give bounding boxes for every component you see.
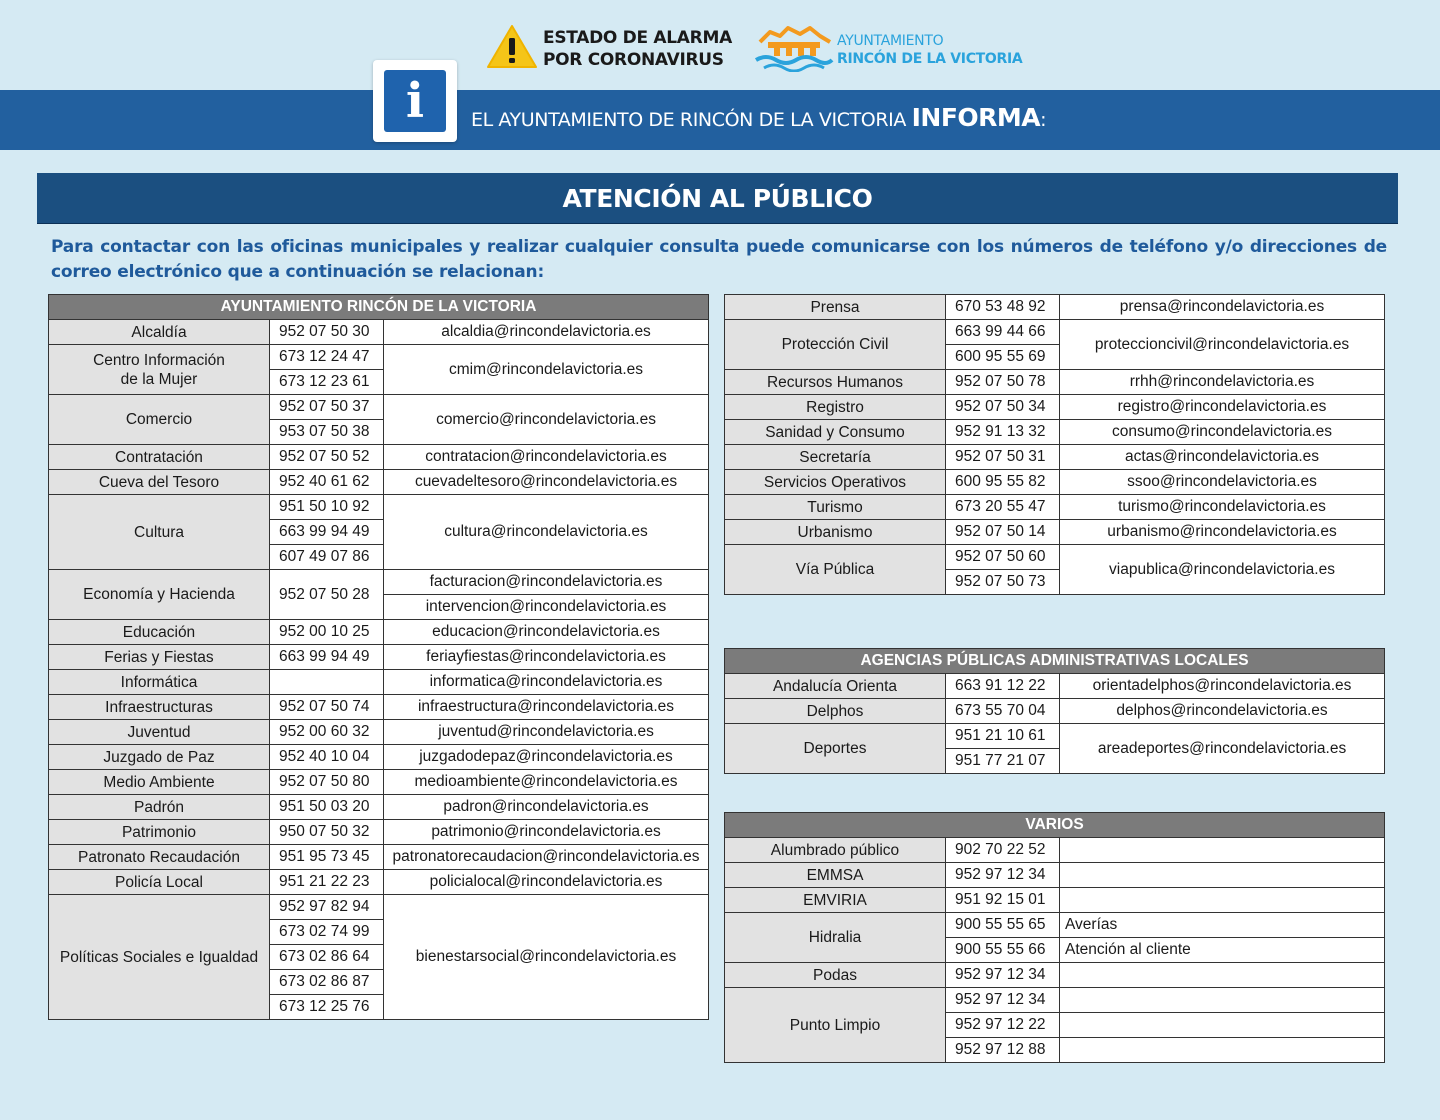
phone-number: 951 50 10 92: [270, 495, 384, 520]
page-title-bar: [37, 173, 1398, 224]
phone-number: 951 21 22 23: [270, 870, 384, 895]
town-hall-name: [837, 32, 1022, 68]
department-name: Vía Pública: [725, 545, 946, 595]
department-name: Comercio: [49, 395, 270, 445]
table-row: [49, 795, 709, 820]
phone-number: 663 99 44 66: [946, 320, 1060, 345]
department-name: Andalucía Orienta: [725, 674, 946, 699]
department-name: Prensa: [725, 295, 946, 320]
town-hall-logo-icon: [754, 22, 834, 72]
table-row: [49, 895, 709, 920]
department-name: Cueva del Tesoro: [49, 470, 270, 495]
phone-number: 952 00 10 25: [270, 620, 384, 645]
page-title: ATENCIÓN AL PÚBLICO: [562, 184, 873, 213]
table-row: [49, 645, 709, 670]
info-icon: [373, 60, 457, 142]
department-name: Alumbrado público: [725, 838, 946, 863]
phone-number: 663 91 12 22: [946, 674, 1060, 699]
email-address[interactable]: educacion@rincondelavictoria.es: [384, 620, 709, 645]
note-text: [1060, 988, 1385, 1013]
table-row: [725, 913, 1385, 938]
table-row: [725, 445, 1385, 470]
departments-table-right: [724, 294, 1385, 595]
info-glyph: i: [405, 73, 425, 129]
department-name: Juzgado de Paz: [49, 745, 270, 770]
varios-table: [724, 812, 1385, 1063]
department-name: Deportes: [725, 724, 946, 774]
warning-triangle-icon: [486, 24, 538, 70]
note-text: [1060, 863, 1385, 888]
department-name: Secretaría: [725, 445, 946, 470]
table-heading-row: [725, 649, 1385, 674]
phone-number: 951 50 03 20: [270, 795, 384, 820]
department-name: Patronato Recaudación: [49, 845, 270, 870]
phone-number: 950 07 50 32: [270, 820, 384, 845]
phone-number: 952 07 50 14: [946, 520, 1060, 545]
table-row: [725, 545, 1385, 570]
phone-number: 670 53 48 92: [946, 295, 1060, 320]
table-row: [725, 988, 1385, 1013]
phone-number: 673 02 74 99: [270, 920, 384, 945]
table-row: [725, 963, 1385, 988]
table-heading-row: [49, 295, 709, 320]
table-row: [725, 295, 1385, 320]
email-address[interactable]: feriayfiestas@rincondelavictoria.es: [384, 645, 709, 670]
email-address[interactable]: policialocal@rincondelavictoria.es: [384, 870, 709, 895]
department-name: Recursos Humanos: [725, 370, 946, 395]
phone-number: 607 49 07 86: [270, 545, 384, 570]
email-address[interactable]: contratacion@rincondelavictoria.es: [384, 445, 709, 470]
phone-number: 952 07 50 74: [270, 695, 384, 720]
table-row: [49, 720, 709, 745]
email-address[interactable]: cuevadeltesoro@rincondelavictoria.es: [384, 470, 709, 495]
note-text: Averías: [1060, 913, 1385, 938]
email-address[interactable]: informatica@rincondelavictoria.es: [384, 670, 709, 695]
note-text: [1060, 1038, 1385, 1063]
alarm-line-1: ESTADO DE ALARMA: [543, 28, 732, 48]
table-row: [725, 495, 1385, 520]
phone-number: 952 07 50 80: [270, 770, 384, 795]
informa-prefix: EL AYUNTAMIENTO DE RINCÓN DE LA VICTORIA: [471, 109, 906, 131]
department-name: Medio Ambiente: [49, 770, 270, 795]
phone-number: 952 97 12 22: [946, 1013, 1060, 1038]
department-name: Podas: [725, 963, 946, 988]
email-address[interactable]: viapublica@rincondelavictoria.es: [1060, 545, 1385, 595]
phone-number: 673 20 55 47: [946, 495, 1060, 520]
table-heading: AGENCIAS PÚBLICAS ADMINISTRATIVAS LOCALES: [725, 649, 1385, 674]
department-name: Políticas Sociales e Igualdad: [49, 895, 270, 1020]
phone-number: 952 07 50 37: [270, 395, 384, 420]
table-row: [49, 670, 709, 695]
table-row: [725, 520, 1385, 545]
department-name: Informática: [49, 670, 270, 695]
agencias-table: [724, 648, 1385, 774]
department-name: Contratación: [49, 445, 270, 470]
table-row: [725, 838, 1385, 863]
email-address[interactable]: cmim@rincondelavictoria.es: [384, 345, 709, 395]
email-address[interactable]: registro@rincondelavictoria.es: [1060, 395, 1385, 420]
table-heading-row: [725, 813, 1385, 838]
table-row: [49, 845, 709, 870]
table-row: [49, 620, 709, 645]
email-address[interactable]: orientadelphos@rincondelavictoria.es: [1060, 674, 1385, 699]
department-name: Sanidad y Consumo: [725, 420, 946, 445]
table-row: [725, 370, 1385, 395]
phone-number: 952 07 50 28: [270, 570, 384, 620]
phone-number: 952 07 50 34: [946, 395, 1060, 420]
department-name: Patrimonio: [49, 820, 270, 845]
department-name: Policía Local: [49, 870, 270, 895]
table-row: [49, 470, 709, 495]
phone-number: 902 70 22 52: [946, 838, 1060, 863]
table-row: [49, 395, 709, 420]
email-address[interactable]: ssoo@rincondelavictoria.es: [1060, 470, 1385, 495]
email-address[interactable]: areadeportes@rincondelavictoria.es: [1060, 724, 1385, 774]
table-row: [49, 345, 709, 370]
department-name: Delphos: [725, 699, 946, 724]
department-name: Ferias y Fiestas: [49, 645, 270, 670]
phone-number: 952 97 12 34: [946, 988, 1060, 1013]
alarm-line-2: POR CORONAVIRUS: [543, 50, 724, 70]
email-address[interactable]: prensa@rincondelavictoria.es: [1060, 295, 1385, 320]
department-name: Urbanismo: [725, 520, 946, 545]
table-row: [49, 495, 709, 520]
email-address[interactable]: patronatorecaudacion@rincondelavictoria.es: [384, 845, 709, 870]
email-address[interactable]: proteccioncivil@rincondelavictoria.es: [1060, 320, 1385, 370]
department-name: Educación: [49, 620, 270, 645]
department-name: Registro: [725, 395, 946, 420]
table-row: [725, 699, 1385, 724]
phone-number: 952 07 50 73: [946, 570, 1060, 595]
phone-number: 952 97 82 94: [270, 895, 384, 920]
phone-number: 952 07 50 31: [946, 445, 1060, 470]
note-text: [1060, 963, 1385, 988]
informa-heading: [471, 103, 1046, 135]
email-address[interactable]: urbanismo@rincondelavictoria.es: [1060, 520, 1385, 545]
phone-number: 952 00 60 32: [270, 720, 384, 745]
department-name: Turismo: [725, 495, 946, 520]
department-name: Hidralia: [725, 913, 946, 963]
ayuntamiento-table: [48, 294, 709, 1020]
phone-number: 952 97 12 34: [946, 963, 1060, 988]
email-address[interactable]: juzgadodepaz@rincondelavictoria.es: [384, 745, 709, 770]
phone-number: 953 07 50 38: [270, 420, 384, 445]
phone-number: 951 77 21 07: [946, 749, 1060, 774]
email-address[interactable]: juventud@rincondelavictoria.es: [384, 720, 709, 745]
table-row: [725, 470, 1385, 495]
table-row: [49, 695, 709, 720]
table-row: [49, 570, 709, 595]
department-name: Servicios Operativos: [725, 470, 946, 495]
department-name: Economía y Hacienda: [49, 570, 270, 620]
note-text: [1060, 888, 1385, 913]
email-address[interactable]: bienestarsocial@rincondelavictoria.es: [384, 895, 709, 1020]
department-name: EMMSA: [725, 863, 946, 888]
phone-number: 951 95 73 45: [270, 845, 384, 870]
table-row: [725, 395, 1385, 420]
table-row: [725, 420, 1385, 445]
email-address[interactable]: comercio@rincondelavictoria.es: [384, 395, 709, 445]
logo-line-2: RINCÓN DE LA VICTORIA: [837, 51, 1023, 67]
table-row: [49, 820, 709, 845]
phone-number: 673 02 86 64: [270, 945, 384, 970]
phone-number: 952 91 13 32: [946, 420, 1060, 445]
department-name: Juventud: [49, 720, 270, 745]
email-address[interactable]: turismo@rincondelavictoria.es: [1060, 495, 1385, 520]
phone-number: 600 95 55 69: [946, 345, 1060, 370]
email-address[interactable]: consumo@rincondelavictoria.es: [1060, 420, 1385, 445]
email-address[interactable]: cultura@rincondelavictoria.es: [384, 495, 709, 570]
phone-number: 952 07 50 60: [946, 545, 1060, 570]
phone-number: 900 55 55 65: [946, 913, 1060, 938]
phone-number: 673 55 70 04: [946, 699, 1060, 724]
table-row: [725, 320, 1385, 345]
email-address[interactable]: delphos@rincondelavictoria.es: [1060, 699, 1385, 724]
phone-number: 952 40 10 04: [270, 745, 384, 770]
department-name: Alcaldía: [49, 320, 270, 345]
department-name: Protección Civil: [725, 320, 946, 370]
informa-suffix: :: [1040, 109, 1047, 131]
table-row: [49, 870, 709, 895]
table-row: [725, 863, 1385, 888]
note-text: [1060, 838, 1385, 863]
phone-number: 673 12 25 76: [270, 995, 384, 1020]
email-address[interactable]: patrimonio@rincondelavictoria.es: [384, 820, 709, 845]
table-row: [49, 745, 709, 770]
email-address[interactable]: rrhh@rincondelavictoria.es: [1060, 370, 1385, 395]
table-row: [725, 724, 1385, 749]
phone-number: 673 12 23 61: [270, 370, 384, 395]
email-address[interactable]: medioambiente@rincondelavictoria.es: [384, 770, 709, 795]
phone-number: 663 99 94 49: [270, 520, 384, 545]
alarm-label: [543, 27, 732, 71]
email-address[interactable]: facturacion@rincondelavictoria.es: [384, 570, 709, 595]
email-address[interactable]: actas@rincondelavictoria.es: [1060, 445, 1385, 470]
table-row: [725, 888, 1385, 913]
phone-number: 900 55 55 66: [946, 938, 1060, 963]
department-name: Padrón: [49, 795, 270, 820]
phone-number: 663 99 94 49: [270, 645, 384, 670]
phone-number: 951 21 10 61: [946, 724, 1060, 749]
phone-number: 951 92 15 01: [946, 888, 1060, 913]
intro-text: Para contactar con las oficinas municipales y realizar cualquier consulta puede comunicarse con los números de teléfono y/o direcciones de correo electrónico que a continuación se relacionan:: [51, 237, 1387, 282]
phone-number: 952 97 12 88: [946, 1038, 1060, 1063]
department-name: Cultura: [49, 495, 270, 570]
phone-number: 952 07 50 30: [270, 320, 384, 345]
informa-bold: INFORMA: [911, 103, 1041, 132]
phone-number: 952 07 50 78: [946, 370, 1060, 395]
phone-number: 952 07 50 52: [270, 445, 384, 470]
table-row: [49, 445, 709, 470]
email-address[interactable]: infraestructura@rincondelavictoria.es: [384, 695, 709, 720]
logo-line-1: AYUNTAMIENTO: [837, 33, 944, 49]
header: [0, 0, 1440, 90]
department-name: EMVIRIA: [725, 888, 946, 913]
table-row: [725, 674, 1385, 699]
department-name: Punto Limpio: [725, 988, 946, 1063]
note-text: [1060, 1013, 1385, 1038]
email-address[interactable]: intervencion@rincondelavictoria.es: [384, 595, 709, 620]
table-row: [49, 320, 709, 345]
department-name: Infraestructuras: [49, 695, 270, 720]
email-address[interactable]: padron@rincondelavictoria.es: [384, 795, 709, 820]
department-name: Centro Información de la Mujer: [49, 345, 270, 395]
phone-number: 600 95 55 82: [946, 470, 1060, 495]
table-heading: VARIOS: [725, 813, 1385, 838]
table-heading: AYUNTAMIENTO RINCÓN DE LA VICTORIA: [49, 295, 709, 320]
phone-number: [270, 670, 384, 695]
phone-number: 673 02 86 87: [270, 970, 384, 995]
phone-number: 952 40 61 62: [270, 470, 384, 495]
phone-number: 673 12 24 47: [270, 345, 384, 370]
table-row: [49, 770, 709, 795]
note-text: Atención al cliente: [1060, 938, 1385, 963]
phone-number: 952 97 12 34: [946, 863, 1060, 888]
email-address[interactable]: alcaldia@rincondelavictoria.es: [384, 320, 709, 345]
